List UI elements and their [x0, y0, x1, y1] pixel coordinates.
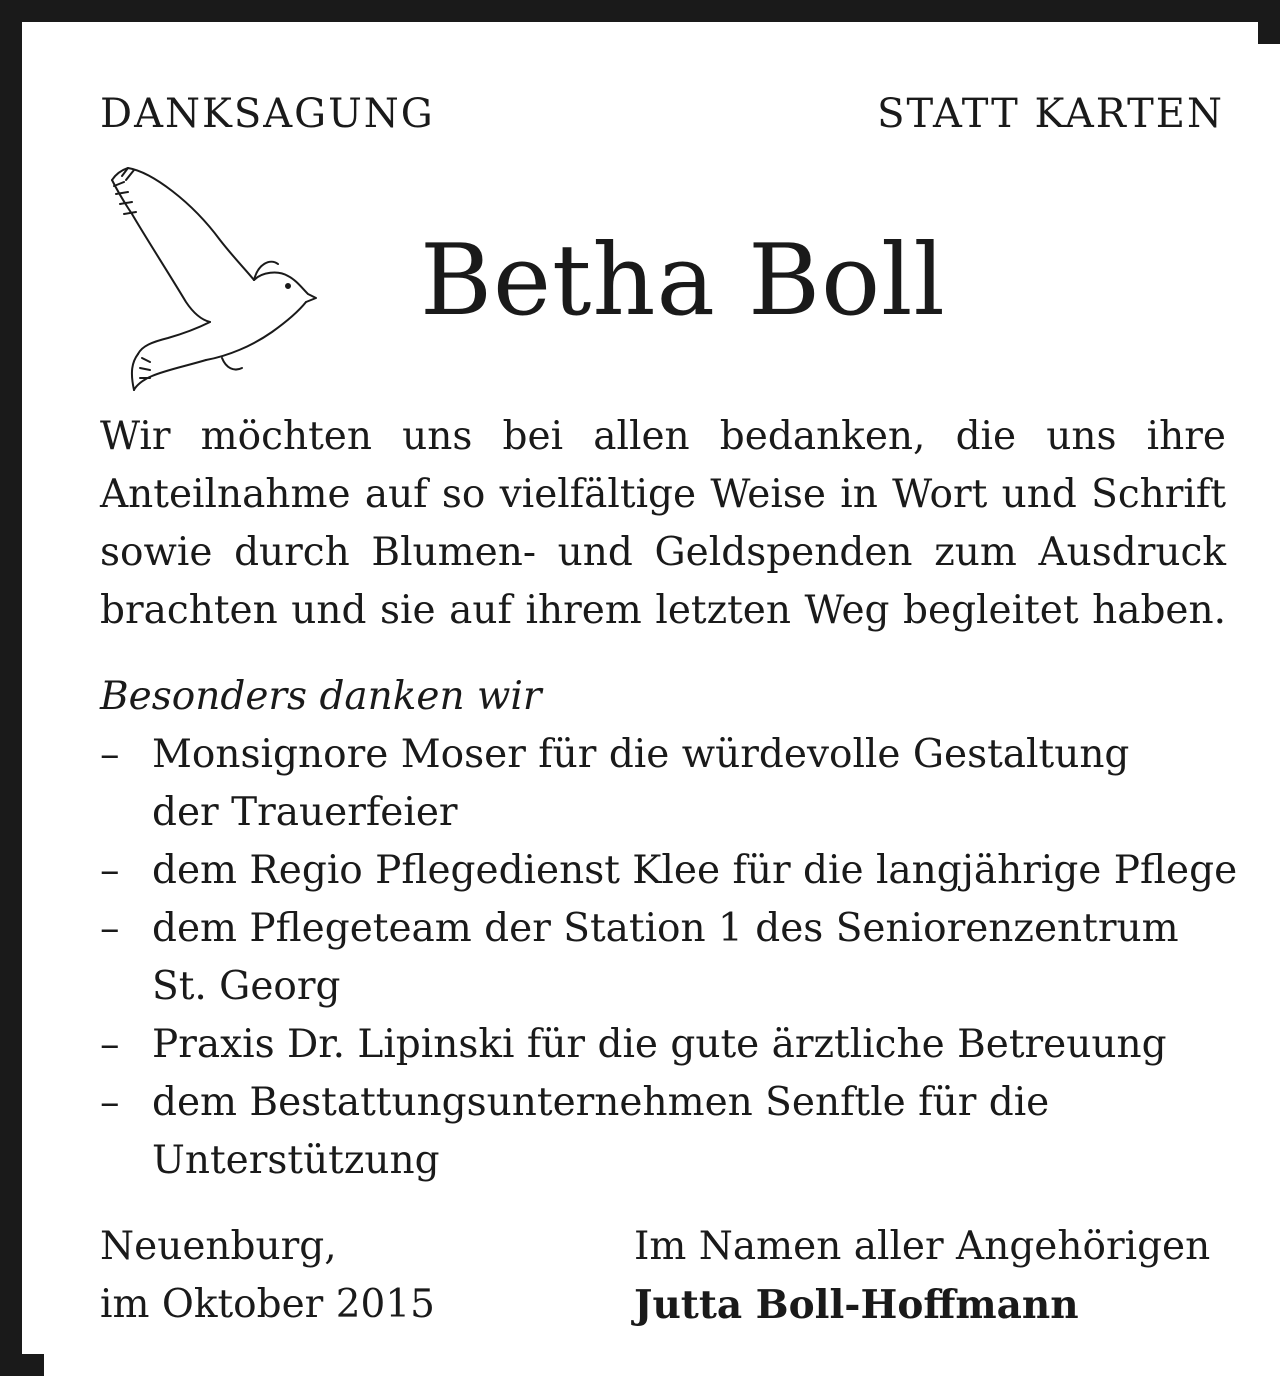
- place: Neuenburg,: [100, 1224, 337, 1269]
- list-item-line: dem Pflegeteam der Station 1 des Seniorenzentrum: [152, 906, 1179, 951]
- signature-block: [634, 1218, 1210, 1334]
- thank-you-message: [100, 408, 1226, 640]
- on-behalf-text: Im Namen aller Angehörigen: [634, 1224, 1211, 1269]
- list-dash: –: [100, 1022, 120, 1067]
- list-dash: –: [100, 848, 120, 893]
- list-item-line: Unterstützung: [152, 1138, 440, 1183]
- list-item-line: Monsignore Moser für die würdevolle Gestaltung: [152, 732, 1130, 777]
- signer-name: Jutta Boll-Hoffmann: [634, 1282, 1079, 1328]
- list-item: [100, 900, 1240, 1016]
- dove-icon: [102, 162, 322, 392]
- list-item-line: dem Bestattungsunternehmen Senftle für die: [152, 1080, 1050, 1125]
- list-dash: –: [100, 1080, 120, 1125]
- list-dash: –: [100, 732, 120, 777]
- message-line: brachten und sie auf ihrem letzten Weg begleitet haben.: [100, 588, 1226, 633]
- list-item-line: Praxis Dr. Lipinski für die gute ärztliche Betreuung: [152, 1022, 1167, 1067]
- date: im Oktober 2015: [100, 1282, 435, 1327]
- obituary-card: [44, 44, 1280, 1376]
- list-item: [100, 842, 1240, 900]
- list-item-line: dem Regio Pflegedienst Klee für die langjährige Pflege: [152, 848, 1238, 893]
- header-danksagung: DANKSAGUNG: [100, 91, 435, 137]
- list-item-line: St. Georg: [152, 964, 341, 1009]
- message-line: Anteilnahme auf so vielfältige Weise in Wort und Schrift: [100, 472, 1226, 517]
- list-dash: –: [100, 906, 120, 951]
- list-item: [100, 1016, 1240, 1074]
- deceased-name: Betha Boll: [420, 224, 946, 338]
- message-line: Wir möchten uns bei allen bedanken, die uns ihre: [100, 414, 1226, 459]
- list-item: [100, 1074, 1240, 1190]
- list-item-line: der Trauerfeier: [152, 790, 458, 835]
- thanks-heading: Besonders danken wir: [100, 674, 542, 719]
- thanks-list: [100, 726, 1240, 1190]
- list-item: [100, 726, 1240, 842]
- header-statt-karten: STATT KARTEN: [877, 91, 1224, 137]
- message-line: sowie durch Blumen- und Geldspenden zum Ausdruck: [100, 530, 1226, 575]
- place-and-date: [100, 1218, 435, 1334]
